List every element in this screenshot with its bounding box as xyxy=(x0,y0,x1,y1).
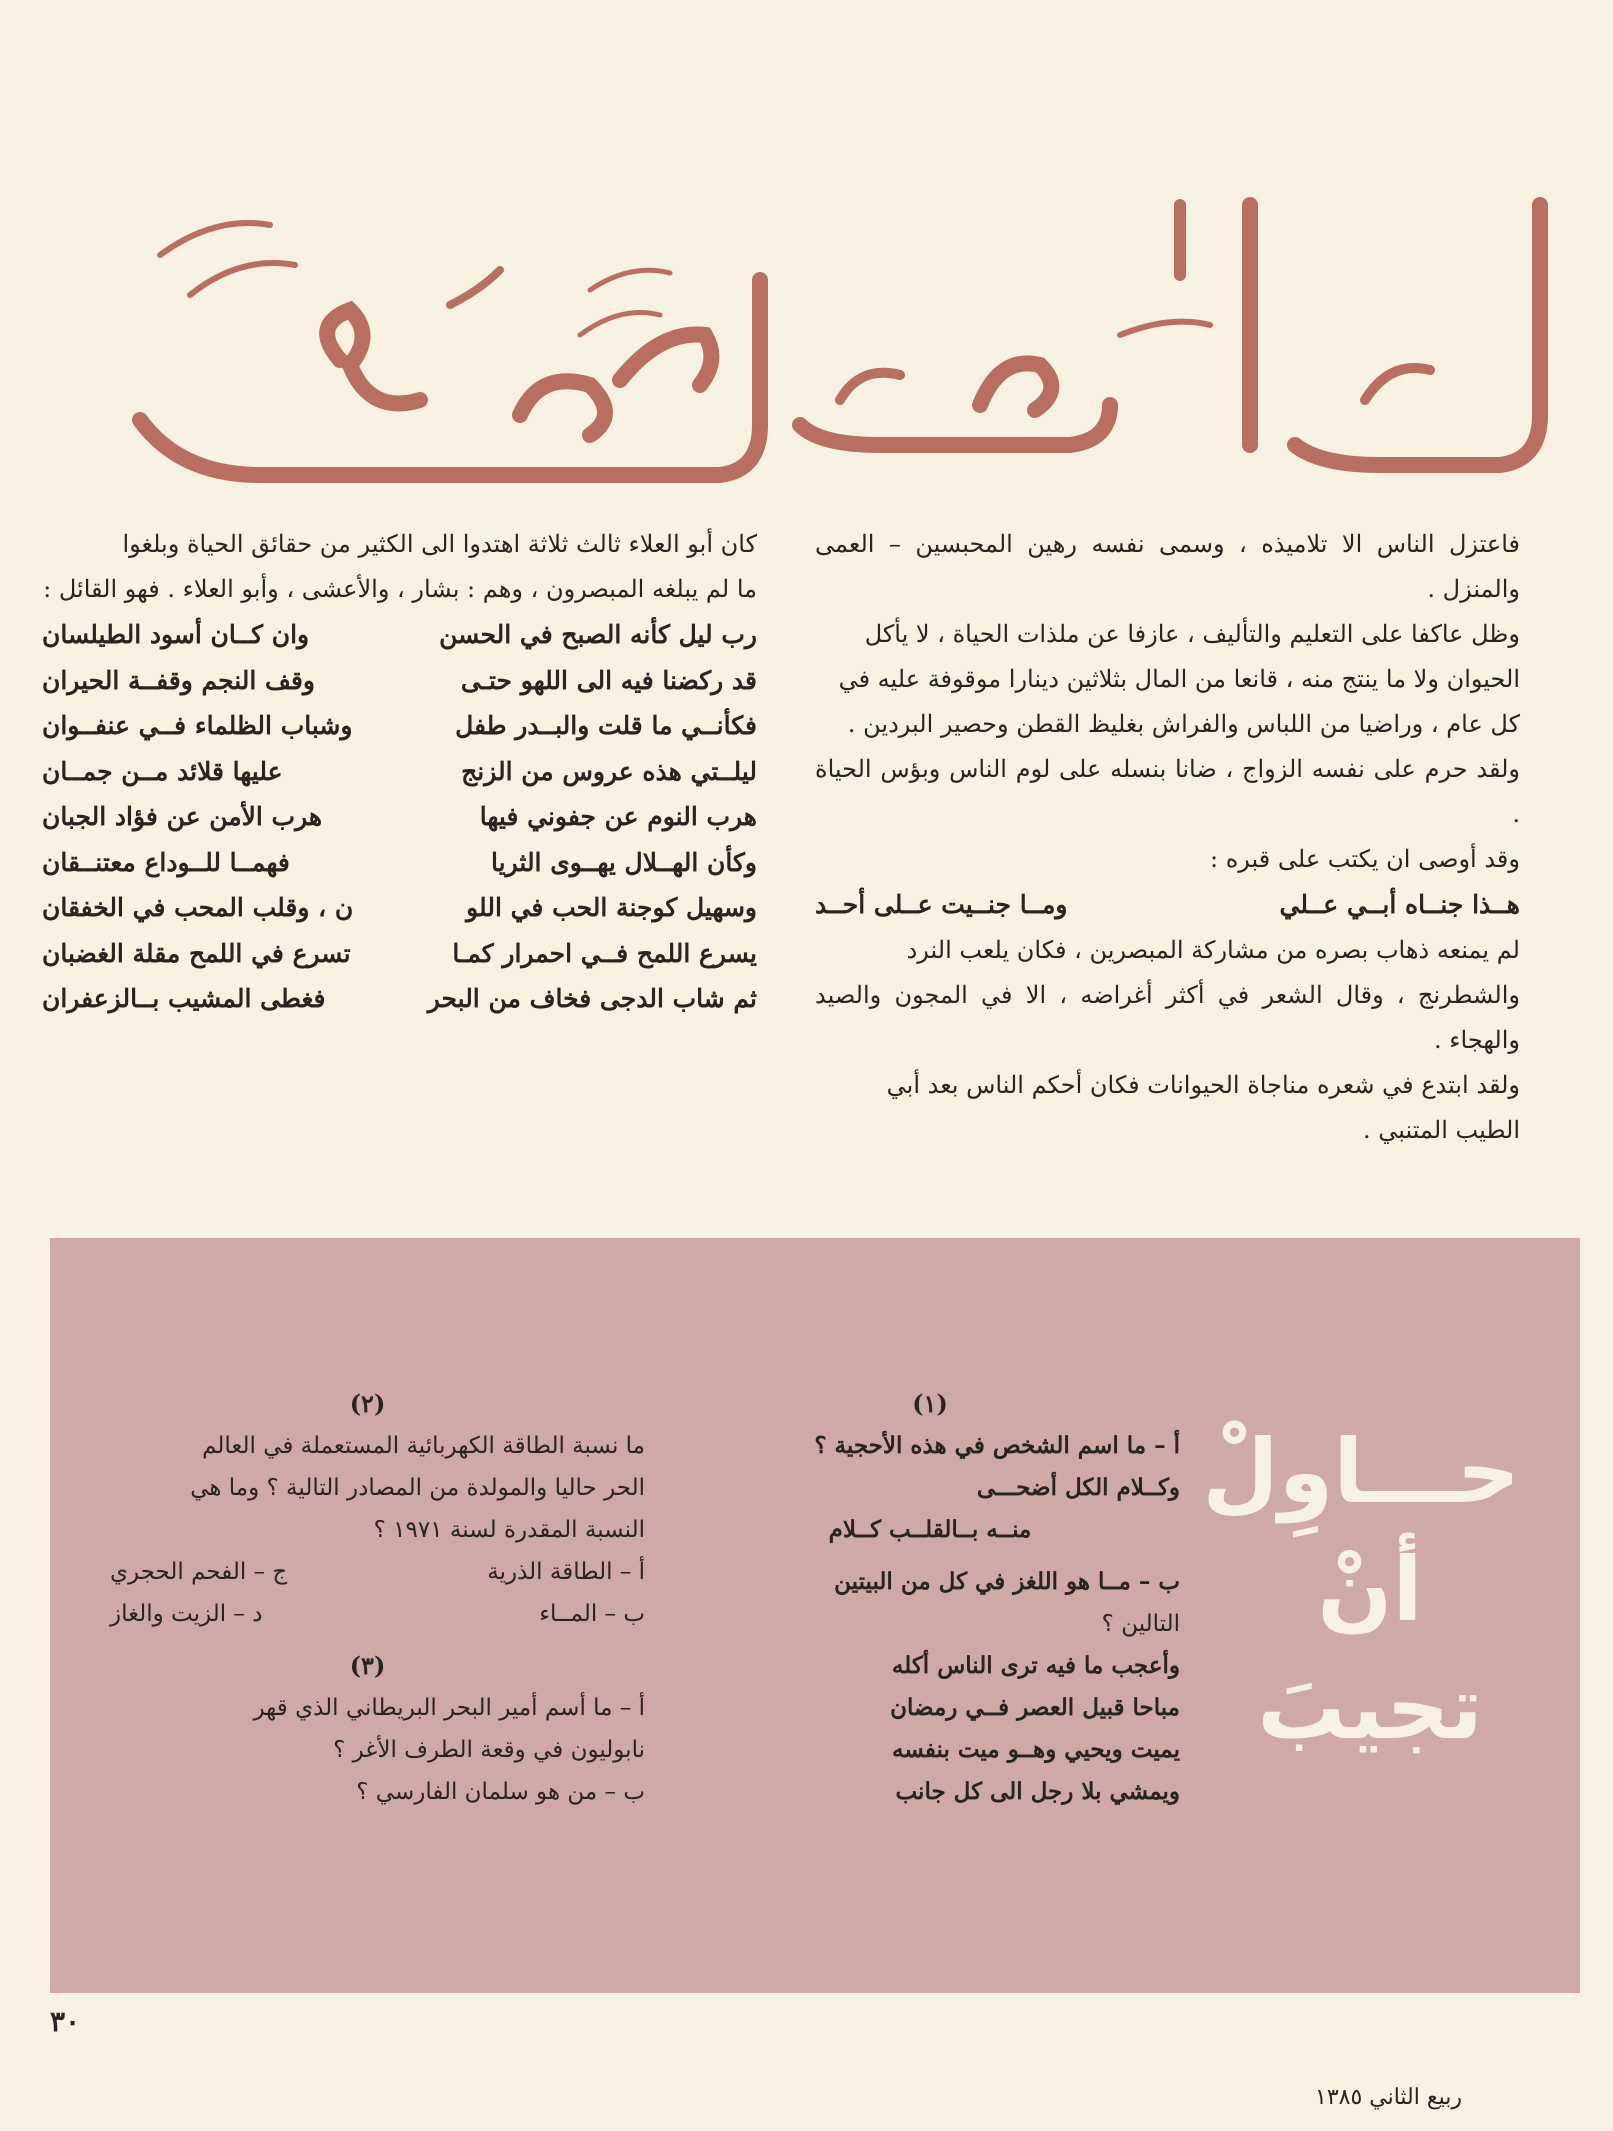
paragraph-line: ولقد ابتدع في شعره مناجاة الحيوانات فكان أحكم الناس بعد أبي xyxy=(886,1071,1520,1099)
verse-second-half: هرب الأمن عن فؤاد الجبان xyxy=(42,802,323,831)
question-text: ب – من هو سلمان الفارسي ؟ xyxy=(356,1779,645,1805)
question-text: ما نسبة الطاقة الكهربائية المستعملة في العالم xyxy=(202,1433,645,1459)
question-text: الحر حاليا والمولدة من المصادر التالية ؟ وما هي xyxy=(190,1475,645,1501)
answer-options-row xyxy=(90,1593,645,1635)
paragraph-line: كان أبو العلاء ثالث ثلاثة اهتدوا الى الكثير من حقائق الحياة وبلغوا xyxy=(122,530,757,558)
epitaph-first-half: هــذا جنــاه أبــي عــلي xyxy=(1279,890,1520,919)
paragraph-line: الطيب المتنبي . xyxy=(1363,1116,1520,1144)
poem-verse xyxy=(42,976,757,1022)
riddle-verse-line: وكــلام الكل أضحـــى xyxy=(976,1474,1180,1501)
riddle-verse-line: وأعجب ما فيه ترى الناس أكله xyxy=(891,1652,1180,1679)
verse-second-half: عليها قلائد مــن جمــان xyxy=(42,756,283,786)
poem-verse xyxy=(42,931,757,977)
paragraph-line: وظل عاكفا على التعليم والتأليف ، عازفا عن ملذات الحياة ، لا يأكل xyxy=(864,620,1520,648)
article-right-column xyxy=(815,522,1520,1153)
question-text: التالين ؟ xyxy=(1101,1611,1180,1637)
answer-option: ب – المــاء xyxy=(539,1601,645,1627)
article-left-column xyxy=(42,522,757,1022)
question-text: أ – ما اسم الشخص في هذه الأحجية ؟ xyxy=(814,1432,1180,1459)
answer-option: أ – الطاقة الذرية xyxy=(487,1559,645,1585)
verse-first-half: ثم شاب الدجى فخاف من البحر xyxy=(427,984,757,1013)
riddle-verse-line: يميت ويحيي وهــو ميت بنفسه xyxy=(892,1736,1180,1763)
poem-verse xyxy=(42,885,757,931)
poem-verse xyxy=(42,658,757,704)
paragraph-line: وقد أوصى ان يكتب على قبره : xyxy=(1210,845,1520,873)
verse-first-half: فكأنــي ما قلت والبــدر طفل xyxy=(455,711,757,740)
question-number: (١) xyxy=(912,1389,948,1418)
verse-first-half: وسهيل كوجنة الحب في اللو xyxy=(466,893,757,922)
quiz-question-2-3 xyxy=(90,1383,645,1813)
poem-verse xyxy=(42,749,757,795)
riddle-verse-line: مباحا قبيل العصر فــي رمضان xyxy=(890,1694,1180,1721)
epitaph-verse xyxy=(815,882,1520,928)
paragraph-line: والشطرنج ، وقال الشعر في أكثر أغراضه ، الا في المجون والصيد والهجاء . xyxy=(815,981,1520,1054)
quiz-title-line: أنْ xyxy=(1317,1538,1423,1641)
verse-second-half: وقف النجم وقفــة الحيران xyxy=(42,665,315,695)
riddle-verse-line: ويمشي بلا رجل الى كل جانب xyxy=(895,1778,1180,1805)
headline-calligraphy xyxy=(120,185,1570,485)
poem-verse xyxy=(42,703,757,749)
verse-second-half: فهمــا للــوداع معتنــقان xyxy=(42,847,290,877)
paragraph-line: كل عام ، وراضيا من اللباس والفراش بغليظ القطن وحصير البردين . xyxy=(847,710,1520,738)
quiz-title xyxy=(1202,1413,1520,1767)
paragraph-line: لم يمنعه ذهاب بصره من مشاركة المبصرين ، فكان يلعب النرد xyxy=(906,936,1520,964)
verse-second-half: وان كــان أسود الطيلسان xyxy=(42,620,310,649)
quiz-question-1 xyxy=(680,1383,1180,1813)
issue-date-footer: ربيع الثاني ١٣٨٥ xyxy=(1315,2085,1462,2110)
question-text: أ – ما أسم أمير البحر البريطاني الذي قهر xyxy=(253,1695,645,1721)
question-text: النسبة المقدرة لسنة ١٩٧١ ؟ xyxy=(373,1517,645,1543)
poem-verse xyxy=(42,840,757,886)
poem-verse xyxy=(42,612,757,658)
verse-first-half: قد ركضنا فيه الى اللهو حتـى xyxy=(460,665,757,695)
paragraph-line: ولقد حرم على نفسه الزواج ، ضانا بنسله على لوم الناس وبؤس الحياة . xyxy=(815,755,1520,828)
question-text: نابوليون في وقعة الطرف الأغر ؟ xyxy=(333,1737,645,1763)
quiz-box xyxy=(50,1238,1580,1993)
poem-verse xyxy=(42,794,757,840)
question-number: (٢) xyxy=(349,1389,386,1418)
answer-option: د – الزيت والغاز xyxy=(110,1601,263,1627)
riddle-verse-line: منــه بــالقلــب كــلام xyxy=(828,1516,1032,1543)
verse-first-half: ليلــتي هذه عروس من الزنج xyxy=(461,756,757,786)
verse-second-half: وشباب الظلماء فــي عنفــوان xyxy=(42,711,353,740)
paragraph-line: ما لم يبلغه المبصرون ، وهم : بشار ، والأعشى ، وأبو العلاء . فهو القائل : xyxy=(43,575,757,603)
question-number: (٣) xyxy=(349,1651,386,1680)
quiz-title-line: تجيبَ xyxy=(1257,1656,1483,1759)
paragraph-line: فاعتزل الناس الا تلاميذه ، وسمى نفسه رهين المحبسين – العمى والمنزل . xyxy=(815,530,1520,603)
quiz-title-line: حـــاوِلْ xyxy=(1202,1420,1520,1523)
verse-first-half: رب ليل كأنه الصبح في الحسن xyxy=(439,620,757,649)
answer-option: ج – الفحم الحجري xyxy=(110,1559,288,1585)
verse-first-half: وكأن الهــلال يهــوى الثريا xyxy=(491,847,757,877)
page-number: ٣٠ xyxy=(50,2005,81,2038)
question-text: ب – مــا هو اللغز في كل من البيتين xyxy=(834,1568,1180,1595)
verse-second-half: ن ، وقلب المحب في الخفقان xyxy=(42,893,354,922)
epitaph-second-half: ومــا جنــيت عــلى أحــد xyxy=(815,890,1068,919)
paragraph-line: الحيوان ولا ما ينتج منه ، قانعا من المال بثلاثين دينارا موقوفة عليه في xyxy=(838,665,1520,693)
verse-first-half: هرب النوم عن جفوني فيها xyxy=(479,802,757,831)
answer-options-row xyxy=(90,1551,645,1593)
verse-second-half: تسرع في اللمح مقلة الغضبان xyxy=(42,938,351,968)
verse-second-half: فغطى المشيب بــالزعفران xyxy=(42,984,326,1013)
verse-first-half: يسرع اللمح فــي احمرار كمـا xyxy=(452,938,757,968)
